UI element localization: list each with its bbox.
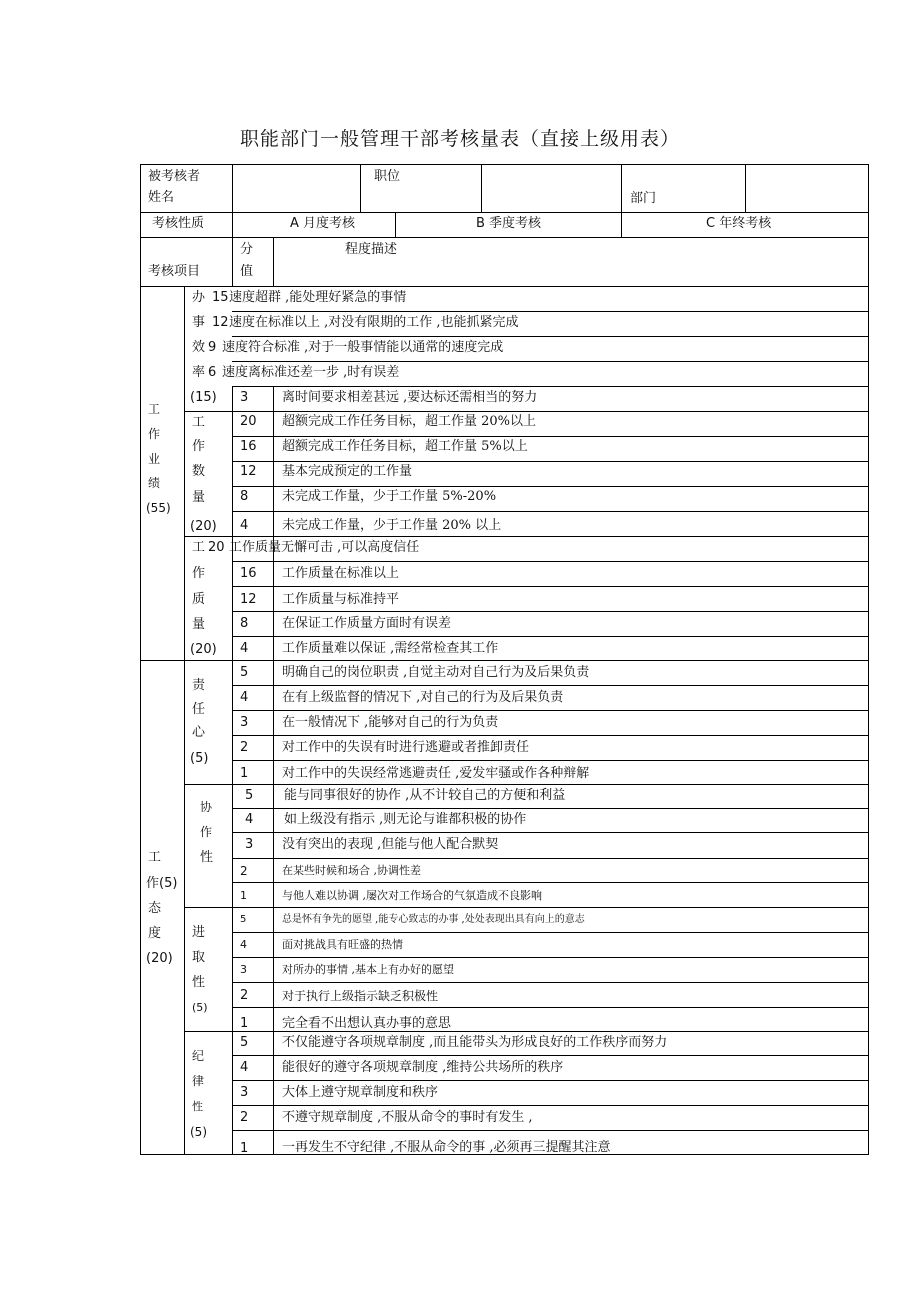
position-label: 职位 [374, 169, 401, 184]
nature-label: 考核性质 [152, 216, 205, 231]
table-row: 基本完成预定的工作量 [282, 464, 413, 479]
name-label-line2: 姓名 [148, 190, 175, 205]
table-row: 超额完成工作任务目标，超工作量 20%以上 [282, 414, 537, 429]
table-row: 未完成工作量，少于工作量 20% 以上 [282, 518, 502, 533]
quarterly-option: B 季度考核 [476, 216, 542, 231]
table-row: 速度符合标准 ,对于一般事情能以通常的速度完成 [222, 340, 504, 355]
table-row: 超额完成工作任务目标，超工作量 5%以上 [282, 439, 528, 454]
table-row: 完全看不出想认真办事的意思 [282, 1016, 452, 1031]
page-title: 职能部门一般管理干部考核量表（直接上级用表） [239, 128, 680, 150]
table-row: 速度在标准以上 ,对没有限期的工作 ,也能抓紧完成 [229, 315, 519, 330]
score-label-2: 值 [240, 264, 254, 279]
table-row: 与他人难以协调 ,屡次对工作场合的气氛造成不良影响 [282, 889, 542, 902]
item-label: 考核项目 [148, 264, 201, 279]
monthly-option: A 月度考核 [290, 216, 356, 231]
table-row: 工作质量无懈可击 ,可以高度信任 [229, 540, 420, 555]
table-row: 在某些时候和场合 ,协调性差 [282, 864, 421, 877]
name-label-line1: 被考核者 [148, 169, 201, 184]
desc-label: 程度描述 [345, 242, 398, 257]
annual-option: C 年终考核 [706, 216, 772, 231]
table-row: 对所办的事情 ,基本上有办好的愿望 [282, 963, 454, 976]
table-row: 没有突出的表现 ,但能与他人配合默契 [282, 837, 499, 852]
table-row: 工作质量难以保证 ,需经常检查其工作 [282, 641, 499, 656]
table-row: 在一般情况下 ,能够对自己的行为负责 [282, 715, 499, 730]
table-row: 一再发生不守纪律 ,不服从命令的事 ,必须再三提醒其注意 [282, 1140, 611, 1155]
table-row: 面对挑战具有旺盛的热情 [282, 938, 403, 951]
table-row: 工作质量与标准持平 [282, 592, 400, 607]
table-row: 总是怀有争先的愿望 ,能专心致志的办事 ,处处表现出具有向上的意志 [282, 914, 585, 925]
table-row: 不仅能遵守各项规章制度 ,而且能带头为形成良好的工作秩序而努力 [282, 1035, 668, 1050]
table-row: 离时间要求相差甚远 ,要达标还需相当的努力 [282, 390, 538, 405]
table-row: 能与同事很好的协作 ,从不计较自己的方便和利益 [284, 788, 566, 803]
table-row: 能很好的遵守各项规章制度 ,维持公共场所的秩序 [282, 1060, 564, 1075]
table-row: 不遵守规章制度 ,不服从命令的事时有发生 , [282, 1110, 533, 1125]
table-row: 在有上级监督的情况下 ,对自己的行为及后果负责 [282, 690, 564, 705]
table-row: 明确自己的岗位职责 ,自觉主动对自己行为及后果负责 [282, 665, 590, 680]
table-row: 对工作中的失误经常逃避责任 ,爱发牢骚或作各种辩解 [282, 766, 590, 781]
table-row: 速度离标准还差一步 ,时有误差 [222, 365, 400, 380]
table-row: 工作质量在标准以上 [282, 566, 400, 581]
dept-label: 部门 [630, 191, 657, 206]
table-row: 大体上遵守规章制度和秩序 [282, 1085, 439, 1100]
table-row: 对工作中的失误有时进行逃避或者推卸责任 [282, 740, 530, 755]
table-row: 对于执行上级指示缺乏积极性 [282, 989, 439, 1003]
table-row: 如上级没有指示 ,则无论与谁都积极的协作 [284, 812, 527, 827]
score-label-1: 分 [240, 242, 254, 257]
table-row: 在保证工作质量方面时有误差 [282, 616, 452, 631]
table-row: 未完成工作量，少于工作量 5%-20% [282, 489, 497, 504]
table-row: 速度超群 ,能处理好紧急的事情 [229, 290, 407, 305]
